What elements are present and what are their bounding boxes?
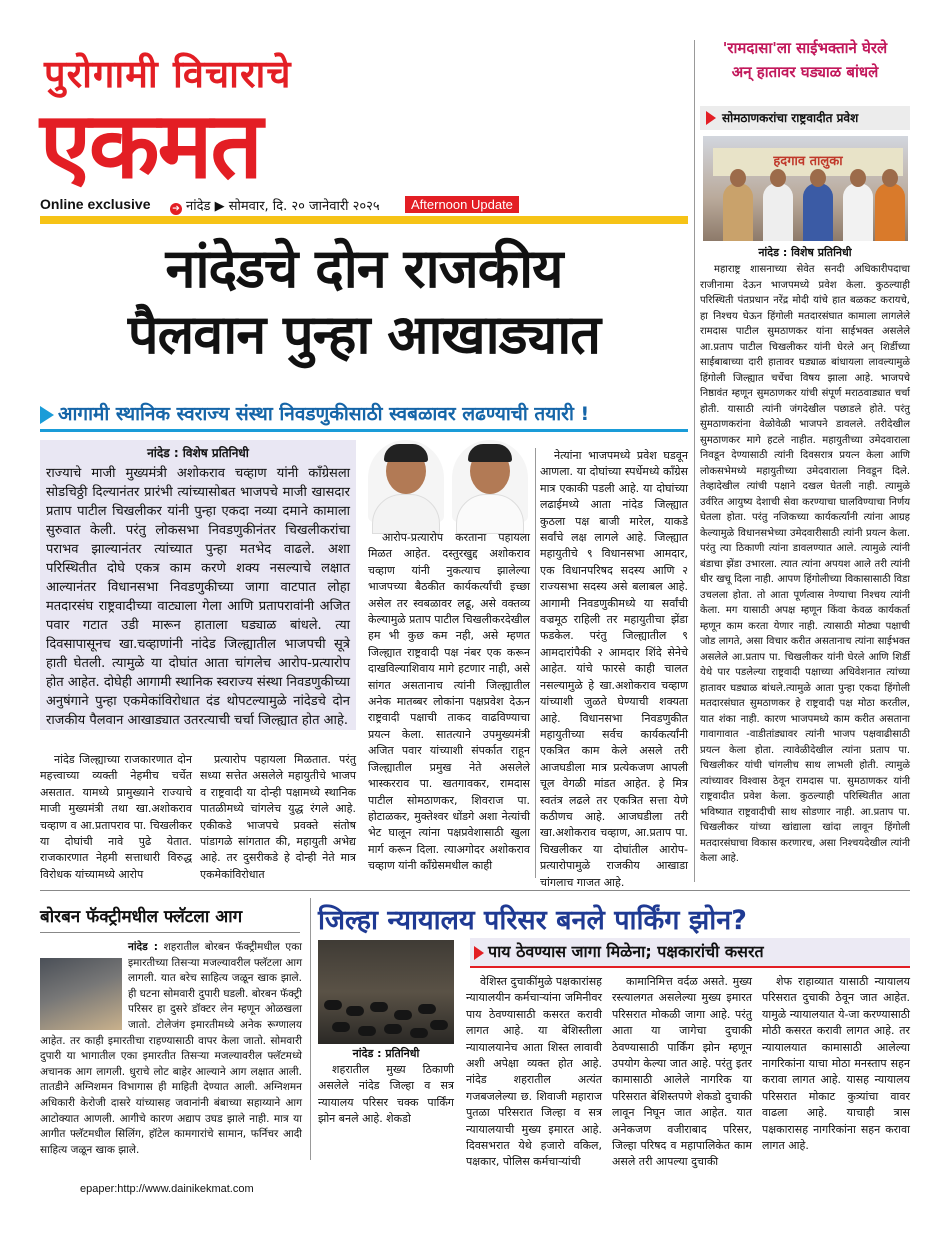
court-column-b-text: वेशिस्त दुचाकींमुळे पक्षकारांसह न्यायालयीन कर्मचाऱ्यांना जमिनीवर पाय ठेवण्यासाठी कसरत करावी लागत आहे. या बेशिस्तीला न्यायालयानेच आता शिस्त लावावी अशी अपेक्षा व्यक्त होत आहे. नांदेड शहरातील अत्यंत गजबजलेल्या छ. शिवाजी महाराज पुतळा परिसरात जिल्हा व सत्र न्यायालयाची मुख्य इमारत आहे. दिवसभरात येथे हजारो वकिल, पक्षकार, पोलिस कर्मचाऱ्यांची: [466, 975, 602, 1169]
main-subheadline: आगामी स्थानिक स्वराज्य संस्था निवडणुकीसाठी स्वबळावर लढण्याची तयारी !: [58, 403, 590, 425]
event-photo: [703, 136, 908, 241]
main-column-a: [40, 752, 192, 882]
main-column-d-text: नेत्यांना भाजपमध्ये प्रवेश घडवून आणला. या दोघांच्या स्पर्धेमध्ये काँग्रेस मात्र एकाकी पडली आहे. या दोघांच्या लढाईमध्ये आता नांदेड जिल्ह्यात कुठला पक्ष बाजी मारेल, याकडे सर्वांचे लक्ष लागले आहे. जिल्ह्यात महायुतीचे ९ विधानसभा आमदार, एक विधानपरिषद सदस्य आणि २ राज्यसभा सदस्य असे बलाबल आहे. आगामी निवडणुकीमध्ये या सर्वांची वज्रमूठ राहिली तर महायुतीचा झेंडा फडकेल. परंतु जिल्ह्यातील ९ आमदारांपैकी २ आमदार शिंदे सेनेचे आहेत. यांचे फारसे काही चालत नसल्यामुळे हे खा.अशोकराव चव्हाण यांच्याशी जुळते घेण्याची शक्यता आहे. विधानसभा निवडणुकीत महायुतीच्या सर्वच कार्यकर्त्यांनी एकत्रित काम केले असले तरी आजघडीला मात्र प्रत्येकजण आपली चूल वेगळी मांडत आहेत. हे मित्र स्वतंत्र लढले तर एकत्रित सत्ता येणे कठीणच आहे. आजघडीला तरी खा.अशोकराव चव्हाण, आ.प्रताप पा. चिखलीकर या दोघांतील आरोप-प्रत्यारोपामुळे राजकीय आखाडा चांगलाच गाजत आहे.: [540, 449, 688, 889]
epaper-url[interactable]: epaper:http://www.dainikekmat.com: [80, 1183, 254, 1195]
main-byline: नांदेड : विशेष प्रतिनिधी: [147, 446, 249, 460]
court-column-c-text: कामानिमित्त वर्दळ असते. मुख्य रस्त्यालगत असलेल्या मुख्य इमारत परिसरात मोकळी जागा आहे. परंतु आता या जागेचा दुचाकी ठेवण्यासाठी पार्किंग झोन म्हणून उपयोग केल्या जात आहे. परंतु इतर कामासाठी आलेले नागरिक या परिसरात बेशिस्तपणे शेकडो दुचाकी लावून निघून जात आहेत. यात अनेकजण वजीराबाद परिसर, जिल्हा परिषद व महापालिकेत काम असले तरी आपल्या दुचाकी: [612, 975, 752, 1169]
triangle-pointer-icon: [706, 111, 716, 125]
court-column-b: [466, 974, 602, 1169]
fire-body: [40, 940, 302, 1160]
court-subheadline: पाय ठेवण्यास जागा मिळेना; पक्षकारांची कसरत: [488, 942, 764, 961]
fire-photo: [40, 958, 122, 1030]
side-tag: [700, 106, 910, 130]
side-body: [700, 262, 910, 882]
dateline-text: नांदेड ▶ सोमवार, दि. २० जानेवारी २०२५: [186, 199, 380, 214]
court-byline: नांदेड : प्रतिनिधी: [352, 1047, 420, 1060]
header-rule: [40, 216, 688, 224]
main-subheadline-bar: [40, 398, 688, 432]
fire-headline: बोरबन फॅक्ट्रीमधील फ्लॅटला आग: [40, 907, 243, 927]
court-column-d-text: शेफ राहाव्यात यासाठी न्यायालय परिसरात दुचाकी ठेवून जात आहेत. यामुळे न्यायालयात ये-जा करण्यासाठी मोठी कसरत करावी लागत आहे. तर न्यायालयात कामासाठी आलेल्या नागरिकांना याचा मोठा मनस्ताप सहन करावा लागत आहे. यासह न्यायालय परिसरात मोकाट कुत्र्यांचा वावर वाढला आहे. याचाही त्रास पक्षकारासह नागरिकांना सहन करावा लागत आहे.: [762, 975, 910, 1153]
lead-box: [40, 440, 356, 730]
main-column-c: [368, 530, 530, 882]
triangle-pointer-icon: [40, 406, 54, 424]
online-exclusive-label: Online exclusive: [40, 196, 151, 212]
section-separator: [40, 890, 910, 891]
main-headline-line2: पैलवान पुन्हा आखाड्यात: [127, 303, 601, 366]
main-column-b: [200, 752, 356, 882]
side-headline: [700, 36, 910, 84]
arrow-right-icon: ➔: [170, 203, 182, 215]
portrait-chavan: [368, 440, 444, 522]
court-column-a: [318, 1062, 454, 1162]
side-body-text: महाराष्ट्र शासनाच्या सेवेत सनदी अधिकारीपदाचा राजीनामा देऊन भाजपमध्ये प्रवेश केला. कुठल्याही परिस्थिती पंतप्रधान नरेंद्र मोदी यांचे हात बळकट करायचे, हा निश्चय घेऊन हिंगोली मतदारसंघात कामाला लागलेले रामदास पाटील सुमठाणकर यांना साईभक्त असलेले आ.प्रताप पाटील चिखलीकर यांनी घेरले अन् शिर्डीच्या साईबाबाच्या दारी हातावर घड्याळ बांधायला लावल्यामुळे हिंगोली जिल्ह्यात चर्चेचा विषय झाला आहे. भाजपचे निष्ठावंत म्हणून सुमठाणकर यांची संपूर्ण मराठवाड्यात चर्चा होती. यासाठी त्यांनी जंगदेखील पछाडले होते. परंतु सुमठाणकरांना वेळोवेळी भाजपने डावलले. तरीदेखील सुमठाणकर मागे हटले नाहीत. महायुतीच्या उमेदवाराला निवडून देण्यासाठी त्यांनी दिवसरात्र प्रयत्न केला आणि लोकसभेमध्ये महायुतीच्या उमेदवाराला निवडून दिले. तेव्हादेखील त्यांची पक्षाने दखल घेतली नाही. त्यामुळे उर्वरित आयुष्य देशाची सेवा करण्याचा घालविण्याचा निर्णय घेतला होता. परंतु नजिकच्या कार्यकर्त्यांनी त्यांना आग्रह केल्यामुळे विधानसभेच्या उमेदवारीसाठी त्यांनी प्रयत्न केला. परंतु त्या ठिकाणी त्यांना डावलण्यात आले. त्यामुळे त्यांनी बंडाचा झेंडा उभारला. त्यात त्यांना अपयश आले तरी त्यांनी धीर खचू दिला नाही. आपण हिंगोलीच्या विकासासाठी विडा उचलला होता. तो आता पूर्णत्वास नेण्याचा निश्चय त्यांनी केला. मग यासाठी अपक्ष म्हणून किंवा केवळ कार्यकर्ता म्हणून काम करता येणार नाही. त्यासाठी मोठ्या पक्षाची जोड लागते, असा विचार करीत असतानाच त्यांना साईभक्त असलेले आ.प्रताप पा. चिखलीकर यांनी घेरले आणि शिर्डी येथे पार पडलेल्या राष्ट्रवादी पक्षाच्या अधिवेशनात त्यांच्या हातावर घड्याळ बांधले.त्यामुळे आता पुन्हा एकदा हिंगोली मतदारसंघात सुमठाणकर हे राष्ट्रवादी पक्ष मोठा करतील, यात शंका नाही. कारण भाजपमध्ये काम करीत असताना गावागावात -वाडीतांड्यावर त्यांनी भाजप पक्षवाढीसाठी प्रयत्न केला होता. त्यावेळीदेखील त्यांना प्रताप पा. चिखलीकर यांची चांगलीच साथ लाभली होती. त्यामुळे त्यांच्यावर विश्वास ठेवून रामदास पा. सुमठाणकर यांनी राष्ट्रवादीत प्रवेश केला. कुठल्याही परिस्थितीत आता भविष्यात राष्ट्रवादीची साथ सोडणार नाही. आ.प्रताप पा. चिखलीकर यांच्या खांद्याला खांदा लावून हिंगोली मतदारसंघाचा विकास करणारच, असा निश्चयदेखील त्यांनी केला आहे.: [700, 264, 910, 864]
court-subheadline-bar: [470, 938, 910, 968]
fire-underline: [40, 932, 300, 933]
fire-dateline: नांदेड :: [128, 941, 158, 953]
main-column-b-text: प्रत्यारोप पहायला मिळतात. परंतु सध्या सत्तेत असलेले महायुतीचे भाजप व राष्ट्रवादी या दोन्ही पक्षामध्ये स्थानिक पातळीमध्ये चांगलेच युद्ध रंगले आहे. एकीकडे भाजपचे प्रवक्ते संतोष पांडागळे सांगतात की, महायुती अभेद्य आहे. तर दुसरीकडे हे दोन्ही नेते मात्र एकमेकांविरोधात: [200, 753, 356, 881]
side-headline-line2: अन् हातावर घड्याळ बांधले: [731, 63, 879, 81]
side-byline: नांदेड : विशेष प्रतिनिधी: [758, 246, 852, 259]
column-divider: [535, 448, 536, 878]
side-headline-line1: 'रामदासा'ला साईभक्ताने घेरले: [722, 39, 888, 57]
afternoon-update-badge: Afternoon Update: [405, 196, 519, 213]
right-column-divider: [694, 40, 695, 882]
lead-paragraph: राज्याचे माजी मुख्यमंत्री अशोकराव चव्हाण यांनी काँग्रेसला सोडचिठ्ठी दिल्यानंतर प्रारंभी त्यांच्यासोबत भाजपचे माजी खासदार प्रताप पाटील चिखलीकर यांनी पुन्हा एकदा नव्या दमाने कामाला सुरुवात केली. परंतु लोकसभा निवडणुकीनंतर चिखलीकरांचा पराभव झाल्यानंतर त्यांच्यात पुन्हा मतभेद वाढले. अशा परिस्थितीत दोघे एकत्र काम करणे शक्य नसल्याचे लक्षात आल्यानंतर विधानसभा निवडणुकीच्या जागा वाटपात लोहा मतदारसंघ राष्ट्रवादीच्या वाट्याला गेला आणि प्रतापरावांनी अजित पवार गटात उडी मारून हाताला घड्याळ बांधले. त्या दिवसापासूनच खा.चव्हाणांनी नांदेड जिल्ह्यातील भाजपची सूत्रे हाती घेतली. त्यामुळे या दोघांत आता चांगलेच आरोप-प्रत्यारोप होत आहेत. दोघेही आगामी स्थानिक स्वराज्य संस्था निवडणुकीच्या अनुषंगाने पुन्हा एकमेकांविरोधात दंड थोपटल्यामुळे नांदेडचे दोन राजकीय पैलवान आखाड्यात उतरत्याची चर्चा जिल्ह्यात होत आहे.: [46, 466, 350, 728]
main-headline-line1: नांदेडचे दोन राजकीय: [165, 237, 563, 300]
court-column-a-text: शहरातील मुख्य ठिकाणी असलेले नांदेड जिल्हा व सत्र न्यायालय परिसर चक्क पार्किंग झोन बनले आहे. शेकडो: [318, 1063, 454, 1126]
main-column-c-text: आरोप-प्रत्यारोप करताना पहायला मिळत आहेत. दस्तुरखुद्द अशोकराव चव्हाण यांनी नुकत्याच झालेल्या भाजपच्या बैठकीत कार्यकर्त्यांची इच्छा असेल तर स्वबळावर लढू, असे वक्तव्य केल्यामुळे प्रताप पाटील चिखलीकरदेखील हम भी कुछ कम नही, असे म्हणत जिल्ह्यात राष्ट्रवादी पक्ष नंबर एक करून दाखविल्याशिवाय मागे हटणार नाही, असे सांगत असतानाच त्यांनी जिल्ह्यातील अनेक मातब्बर लोकांना पक्षप्रवेश देऊन राष्ट्रवादी पक्षाची ताकद वाढविण्याचा प्रयत्न केला. सातत्याने उपमुख्यमंत्री अजित पवार यांच्याशी संपर्कात राहून जिल्ह्यातील प्रमुख नेते असलेले भास्करराव पा. खतगावकर, रामदास पाटील सोमठाणकर, शिवराज पा. होटाळकर, मुक्तेश्वर धोंडगे अशा नेत्यांची भेट घालून त्यांना पक्षप्रवेशासाठी खुला मार्ग करून दिला. त्याअगोदर अशोकराव चव्हाण यांनी काँग्रेसमधील काही: [368, 531, 530, 873]
masthead-logo: एकमत: [40, 92, 261, 199]
court-column-d: [762, 974, 910, 1160]
parking-photo: [318, 940, 454, 1044]
portrait-chikhalikar: [452, 440, 528, 522]
court-column-c: [612, 974, 752, 1169]
masthead-tagline: पुरोगामी विचाराचे: [44, 52, 292, 96]
main-column-a-text: नांदेड जिल्ह्याच्या राजकारणात दोन महत्त्वाच्या व्यक्ती नेहमीच चर्चेत असतात. यामध्ये प्रामुख्याने राज्याचे माजी मुख्यमंत्री तथा खा.अशोकराव चव्हाण व आ.प्रतापराव पा. चिखलीकर या दोघांची नावे पुढे येतात. राजकारणात नेहमी सत्ताधारी विरुद्ध विरोधक यांच्यामध्ये आरोप: [40, 753, 192, 881]
bottom-column-divider: [310, 898, 311, 1160]
court-headline: जिल्हा न्यायालय परिसर बनले पार्किंग झोन?: [318, 905, 747, 936]
triangle-pointer-icon: [474, 946, 484, 960]
photo-banner: हदगाव तालुका: [713, 148, 903, 176]
side-tag-text: सोमठाणकरांचा राष्ट्रवादीत प्रवेश: [722, 111, 859, 125]
fire-body-text: शहरातील बोरबन फॅक्ट्रीमधील एका इमारतीच्या तिसऱ्या मजल्यावरील फ्लॅटला आग लागली. यात बरेच साहित्य जळून खाक झाले. ही घटना सोमवारी दुपारी घडली. बोरबन फॅक्ट्री परिसर हा दुसरे डॉक्टर लेन म्हणून ओळखला जातो. टोलेजंग इमारतीमध्ये अनेक रूग्णालय आहेत. तर काही इमारतीचा राहण्यासाठी वापर केला जातो. सोमवारी दुपारी या भागातील एका इमारतीत तिसऱ्या मजल्यावरील फ्लॅटमध्ये अचानक आग लागली. धुराचे लोट बाहेर आल्याने आग लक्षात आली. तातडीने अग्निशमन विभागास ही माहिती देण्यात आली. अग्निशमन अधिकारी केरोजी दासरे यांच्यासह जवानांनी बंबाच्या सहाय्याने आग आटोक्यात आणली. आगीचे कारण अद्याप उघड झाले नाही. मात्र या आगीत फ्लॅटमधील सिलिंग, हॉटेल कामगारांचे सामान, फर्निचर आदी साहित्य जळून खाक झाले.: [40, 941, 302, 1156]
politician-portraits: [368, 440, 530, 522]
main-column-d: [540, 448, 688, 889]
dateline: [170, 196, 380, 215]
main-headline: [40, 236, 688, 368]
